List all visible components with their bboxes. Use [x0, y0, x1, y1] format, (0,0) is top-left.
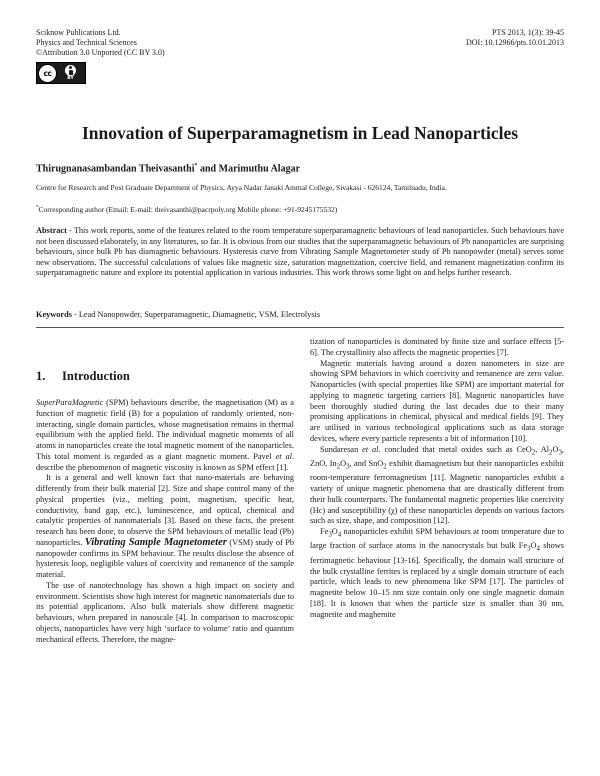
intro-paragraph-2: It is a general and well known fact that nano-materials are behaving differently from their bulk material [2]. Size and shape control many of the physical properties (viz., melting point, magnetism, specific heat, conductivity, band gap, etc.), luminescence, and optical, chemical and catalytic properties of nanomaterials [3]. Based on these facts, the present research has been done, to observe the SPM behaviours of metallic lead (Pb) nanoparticles. Vibrating Sample Magnetometer (VSM) study of Pb nanopowder confirms its SPM behaviour. The results disclose the absence of hysteresis loop, negligible values of coercivity and remanence of the sample material.	[36, 473, 294, 579]
right-paragraph-1: tization of nanoparticles is dominated by finite size and surface effects [5-6]. The crystallinity also affects the magnetic properties [7].	[310, 337, 564, 357]
author-conjunction: and	[197, 163, 219, 175]
cc-by-label: BY	[67, 75, 74, 81]
affiliation: Centre for Research and Post Graduate Department of Physics, Ayya Nadar Janaki Ammal College, Sivakasi - 626124, Tamilnadu, India.	[36, 183, 447, 192]
journal-header-left	[36, 28, 165, 58]
publisher-name: Sciknow Publications Ltd.	[36, 28, 121, 37]
citation: PTS 2013, 1(3): 39-45	[492, 28, 564, 37]
left-column	[36, 398, 294, 645]
corresponding-note-marker: *	[36, 205, 39, 211]
author-2: Marimuthu Alagar	[218, 163, 301, 175]
section-heading	[36, 369, 130, 384]
journal-header-right	[466, 28, 564, 48]
corresponding-marker: *	[194, 163, 198, 169]
cc-icon: cc	[38, 64, 57, 83]
right-paragraph-2: Magnetic materials having around a dozen nanometers in size are showing SPM behaviors in which coercivity and remanence are zero value. Nanoparticles (with special properties like SPM) are important material for applying to magnetic targeting carriers [8]. Magnetic nanoparticles have been thoroughly studied during the last decades due to their many promising applications in chemical, physical and medical fields [9]. They are utilised in various technological applications such as data storage devices, where every particle represents a bit of information [10].	[310, 358, 564, 443]
doi: DOI: 10.12966/pts.10.01.2013	[466, 38, 564, 47]
section-number: 1.	[36, 369, 46, 383]
abstract-label: Abstract	[36, 226, 67, 235]
abstract	[36, 226, 564, 279]
intro-paragraph-1: SuperParaMagnetic (SPM) behaviours describe, the magnetisation (M) as a function of magnetic field (B) for a population of randomly oriented, non-interacting, single domain particles, whose magnetisation remains in thermal equilibrium with the applied field. The individual magnetic moments of all atoms in nanoparticles create the total magnetic moment of the nanoparticles. This total moment is regarded as a giant magnetic moment. Pavel et al. describe the phenomenon of magnetic viscosity is known as SPM effect [1].	[36, 398, 294, 472]
keywords-text: - Lead Nanopowder, Superparamagnetic, Diamagnetic, VSM, Electrolysis	[71, 310, 321, 319]
intro-paragraph-3: The use of nanotechnology has shown a high impact on society and environment. Scientists show high interest for magnetic nanomaterials due to its potential applications. Also bulk materials show different magnetic behaviours, when prepared in nanoscale [4]. In comparison to macroscopic objects, nanoparticles have very high ‘surface to volume’ ratio and quantum mechanical effects. Therefore, the magne-	[36, 580, 294, 644]
journal-name: Physics and Technical Sciences	[36, 38, 137, 47]
cc-by-license-badge[interactable]	[36, 62, 86, 84]
abstract-text: - This work reports, some of the features related to the room temperature superparamagnetic behaviours of lead nanoparticles. Such behaviours have not been discussed elaborately, in any literatures, so far. It is obvious from our studies that the superparamagnetic behaviours of Pb nanoparticles are surprising behaviours, since bulk Pb has diamagnetic behaviours. Hysteresis curve from Vibrating Sample Magnetometer study of Pb nanopowder (metal) serves some new observations. The successful calculations of values like magnetic size, saturation magnetization, coercive field, and remanent magnetization confirm its superparamagnetic nature and explore its potential application in various industries. This work throws some light on and helps further research.	[36, 226, 565, 278]
paper-title: Innovation of Superparamagnetism in Lead Nanoparticles	[81, 123, 519, 143]
keywords	[36, 310, 564, 321]
spm-term: SuperParaMagnetic	[36, 398, 104, 407]
right-paragraph-4: $Fe_3O_4$ nanoparticles exhibit SPM behaviours at room temperature due to large fraction of surface atoms in the nanocrystals but bulk $Fe_3O_4$ shows ferrimagnetic behaviour [13-16]. Specifically, the domain wall structure of the bulk crystalline ferrites is replaced by a single domain structure of each particle, which leads to new phenomena like SPM [17]. The particles of magnetite below 10–15 nm size contain only one single magnetic domain [18]. It is known that when the particle size is smaller than 30 nm, magnetite and maghemite	[310, 527, 564, 619]
corresponding-author-text: Corresponding author (Email: E-mail: theivasanthi@pacrpoly.org Mobile phone: +91-9245175532)	[38, 205, 338, 214]
author-list	[36, 163, 300, 174]
license-text: ©Attribution 3.0 Unported (CC BY 3.0)	[36, 48, 165, 57]
attribution-person-icon	[65, 65, 76, 76]
author-1: Thirugnanasambandan Theivasanthi	[36, 163, 195, 175]
right-column	[310, 337, 564, 620]
section-divider	[36, 327, 564, 328]
keywords-label: Keywords	[36, 310, 72, 319]
section-title: Introduction	[62, 369, 130, 383]
right-paragraph-3: Sundaresan et al. concluded that metal oxides such as CeO$_2$, $Al_2O_3$, ZnO, $In_2O_3$, and SnO$_2$ exhibit diamagnetism but their nanoparticles exhibit room-temperature ferromagnetism [11]. Magnetic nanoparticles exhibit a variety of unique magnetic phenomena that are drastically different from their bulk counterparts. The fundamental magnetic properties like coercivity (Hc) and susceptibility (χ) of these nanoparticles depends on various factors such as size, shape, and composition [12].	[310, 444, 564, 526]
vsm-term: Vibrating Sample Magnetometer	[84, 536, 227, 548]
corresponding-author-note	[36, 205, 337, 214]
